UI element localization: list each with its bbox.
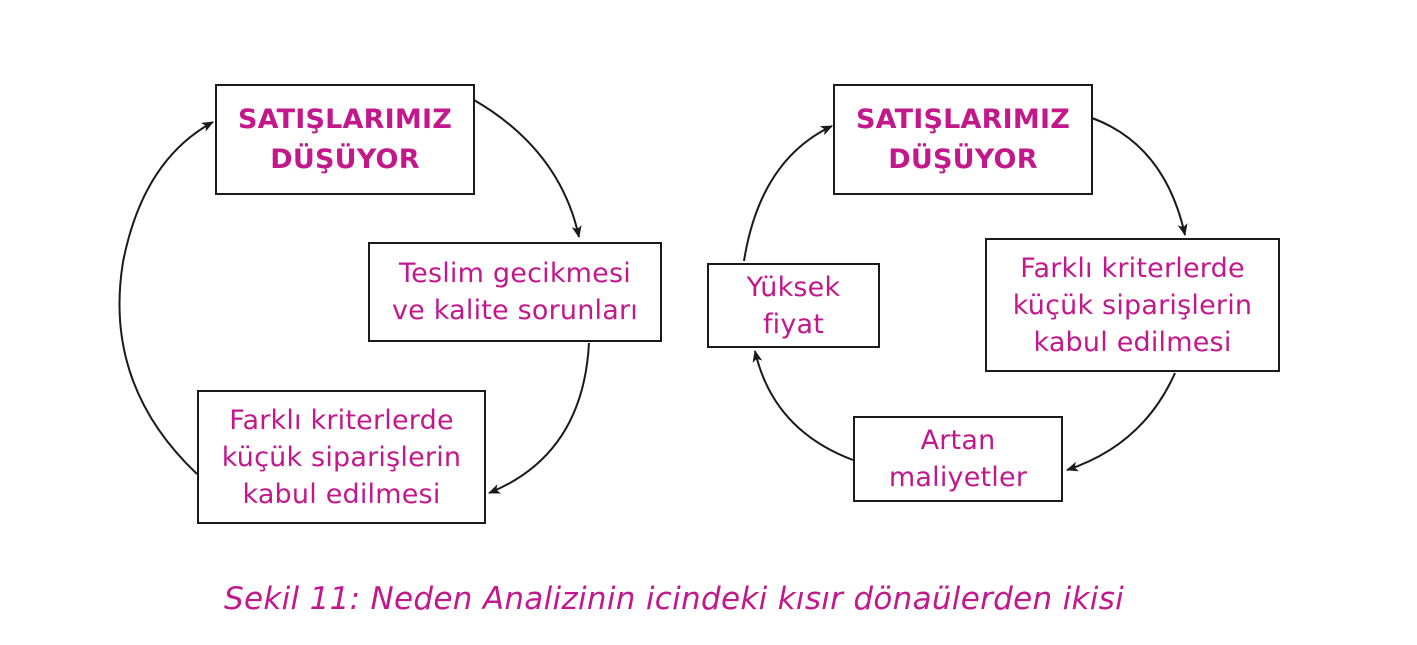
right-rising-costs-box: [853, 416, 1063, 502]
right-small-orders-box: [985, 238, 1280, 372]
right-head-line-1: SATIŞLARIMIZ: [856, 103, 1070, 135]
right-box3-line-1: Artan: [920, 425, 996, 456]
right-arrow-costs-to-price: [755, 351, 853, 460]
left-small-orders-box: [197, 390, 486, 524]
right-sales-falling-box: [833, 84, 1093, 195]
right-box4-line-2: fiyat: [762, 308, 825, 340]
right-arrow-price-to-head: [744, 126, 832, 261]
right-box2-line-3: kabul edilmesi: [1033, 326, 1232, 358]
left-box2-line-2: ve kalite sorunları: [391, 295, 639, 326]
right-head-line-2: DÜŞÜYOR: [888, 143, 1038, 175]
left-head-line-1: SATIŞLARIMIZ: [238, 103, 452, 135]
figure-caption: Sekil 11: Neden Analizinin icindeki kısır dönaülerden ikisi: [224, 581, 1125, 617]
right-arrow-head-to-orders: [1092, 118, 1185, 235]
left-box3-line-3: kabul edilmesi: [242, 478, 441, 510]
right-arrow-orders-to-costs: [1067, 373, 1175, 470]
left-arrow-delay-to-orders: [489, 343, 589, 493]
right-box3-line-2: maliyetler: [888, 462, 1028, 493]
right-high-price-box: [707, 263, 880, 348]
left-box3-line-2: küçük siparişlerin: [221, 441, 462, 473]
left-head-line-2: DÜŞÜYOR: [270, 143, 420, 175]
right-box2-line-2: küçük siparişlerin: [1012, 289, 1253, 321]
left-sales-falling-box: [215, 84, 475, 195]
right-box2-line-1: Farklı kriterlerde: [1020, 252, 1245, 284]
left-box3-line-1: Farklı kriterlerde: [229, 404, 454, 436]
left-delay-quality-box: [368, 242, 662, 342]
left-box2-line-1: Teslim gecikmesi: [399, 258, 631, 289]
right-box4-line-1: Yüksek: [746, 271, 841, 303]
left-arrow-head-to-delay: [474, 100, 579, 237]
